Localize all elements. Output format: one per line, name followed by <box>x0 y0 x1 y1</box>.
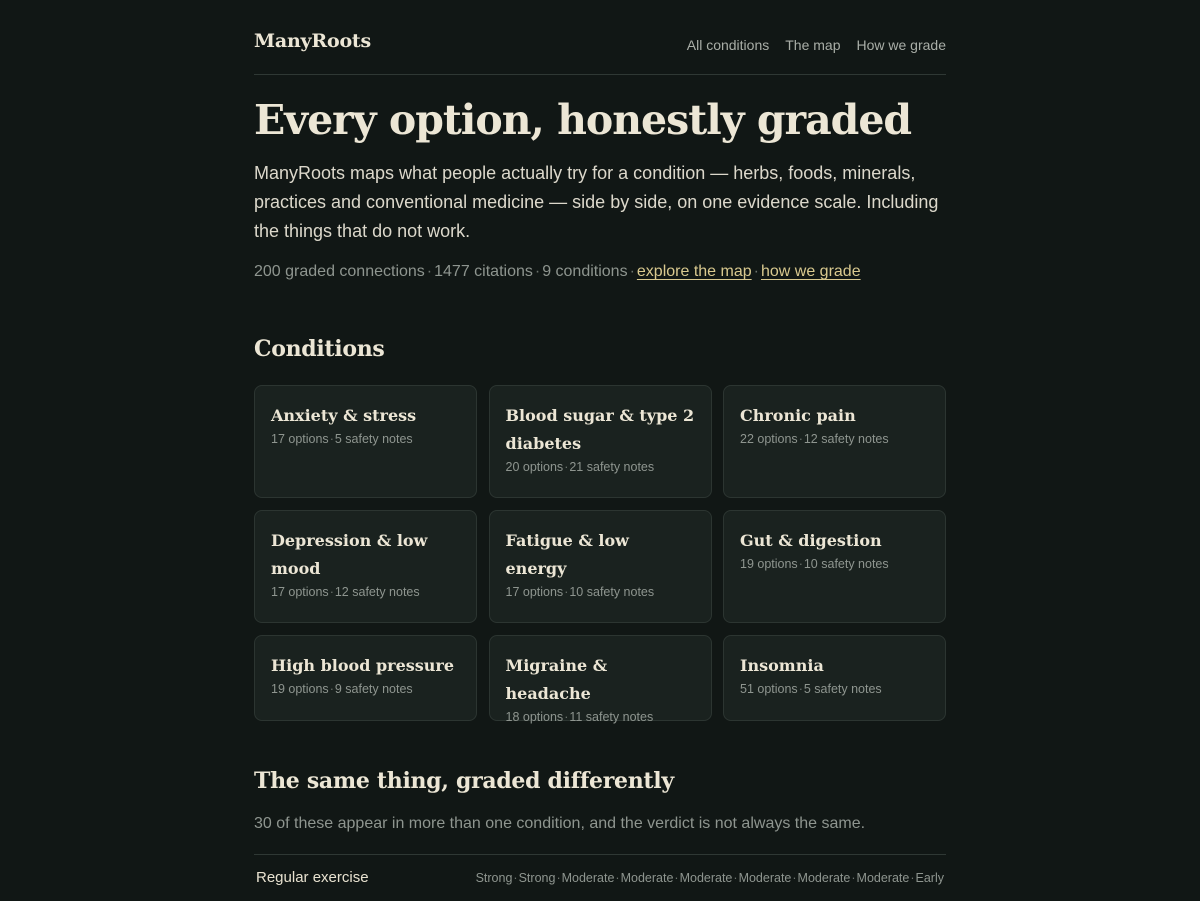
condition-meta <box>271 585 460 599</box>
site-header <box>254 0 946 75</box>
condition-card[interactable] <box>723 385 946 498</box>
condition-meta <box>271 432 460 446</box>
safety-notes-count: 9 safety notes <box>334 682 413 696</box>
safety-notes-count: 21 safety notes <box>569 460 655 474</box>
options-count: 17 options <box>505 585 564 599</box>
condition-meta <box>740 557 929 571</box>
safety-notes-count: 10 safety notes <box>803 557 889 571</box>
nav-all-conditions[interactable]: All conditions <box>686 37 770 53</box>
grade-label: Moderate <box>797 871 851 885</box>
condition-meta <box>506 460 695 474</box>
hero-lead: ManyRoots maps what people actually try for a condition — herbs, foods, minerals, practices and conventional medicine — side by side, on one evidence scale. Including the things that do not work. <box>254 163 939 241</box>
separator: · <box>792 871 797 885</box>
grade-label: Early <box>915 871 944 885</box>
condition-card[interactable] <box>489 635 712 724</box>
separator: · <box>674 871 679 885</box>
grade-label: Moderate <box>738 871 792 885</box>
safety-notes-count: 5 safety notes <box>803 682 882 696</box>
condition-name: Insomnia <box>740 656 824 675</box>
grade-label: Moderate <box>679 871 733 885</box>
separator: · <box>329 682 334 696</box>
grade-label: Moderate <box>561 871 615 885</box>
condition-card[interactable] <box>254 635 477 721</box>
graded-subtitle: 30 of these appear in more than one condition, and the verdict is not always the same. <box>254 815 866 832</box>
stat-citations: 1477 citations <box>434 263 533 280</box>
separator: · <box>426 263 433 280</box>
condition-name: Chronic pain <box>740 406 856 425</box>
separator: · <box>798 682 803 696</box>
stat-conditions: 9 conditions <box>542 263 628 280</box>
condition-meta <box>740 682 929 696</box>
conditions-heading: Conditions <box>254 336 385 362</box>
options-count: 51 options <box>740 682 798 696</box>
comparison-row[interactable] <box>254 854 946 901</box>
separator: · <box>564 585 569 599</box>
separator: · <box>753 263 759 280</box>
safety-notes-count: 5 safety notes <box>334 432 413 446</box>
grade-label: Strong <box>518 871 556 885</box>
options-count: 17 options <box>271 432 329 446</box>
comparison-row-name: Regular exercise <box>256 869 369 886</box>
separator: · <box>556 871 561 885</box>
condition-name: Migraine & headache <box>505 656 608 703</box>
grade-label: Moderate <box>620 871 674 885</box>
main-nav <box>687 37 946 53</box>
separator: · <box>615 871 620 885</box>
conditions-grid <box>254 385 946 724</box>
separator: · <box>910 871 915 885</box>
separator: · <box>798 557 803 571</box>
safety-notes-count: 10 safety notes <box>569 585 655 599</box>
page <box>254 0 946 886</box>
stats-line <box>254 263 861 281</box>
stat-connections: 200 graded connections <box>254 263 425 280</box>
condition-meta <box>271 682 460 696</box>
comparison-row-grades <box>476 871 944 885</box>
how-we-grade-link[interactable]: how we grade <box>760 263 861 280</box>
options-count: 18 options <box>505 710 564 724</box>
separator: · <box>534 263 541 280</box>
grade-label: Moderate <box>856 871 910 885</box>
condition-meta <box>740 432 929 446</box>
safety-notes-count: 11 safety notes <box>569 710 654 724</box>
condition-name: High blood pressure <box>271 656 455 675</box>
condition-card[interactable] <box>254 385 477 498</box>
condition-name: Blood sugar & type 2 diabetes <box>505 406 695 453</box>
hero-title: Every option, honestly graded <box>254 96 912 144</box>
separator: · <box>564 710 569 724</box>
options-count: 22 options <box>740 432 798 446</box>
condition-card[interactable] <box>254 510 477 623</box>
separator: · <box>851 871 856 885</box>
separator: · <box>798 432 803 446</box>
condition-meta <box>506 585 695 599</box>
condition-card[interactable] <box>489 385 712 498</box>
options-count: 17 options <box>271 585 329 599</box>
condition-meta <box>506 710 695 724</box>
condition-name: Depression & low mood <box>271 531 428 578</box>
condition-name: Fatigue & low energy <box>505 531 629 578</box>
separator: · <box>329 585 334 599</box>
nav-how-we-grade[interactable]: How we grade <box>856 37 946 53</box>
nav-the-map[interactable]: The map <box>785 37 841 53</box>
separator: · <box>329 432 334 446</box>
explore-map-link[interactable]: explore the map <box>636 263 752 280</box>
condition-card[interactable] <box>723 510 946 623</box>
safety-notes-count: 12 safety notes <box>334 585 420 599</box>
options-count: 19 options <box>271 682 329 696</box>
separator: · <box>733 871 738 885</box>
grade-label: Strong <box>475 871 513 885</box>
separator: · <box>629 263 635 280</box>
options-count: 20 options <box>505 460 564 474</box>
brand-logo[interactable]: ManyRoots <box>254 30 372 52</box>
condition-name: Anxiety & stress <box>271 406 417 425</box>
options-count: 19 options <box>740 557 798 571</box>
condition-name: Gut & digestion <box>740 531 882 550</box>
separator: · <box>513 871 518 885</box>
safety-notes-count: 12 safety notes <box>803 432 889 446</box>
graded-heading: The same thing, graded differently <box>254 768 674 794</box>
separator: · <box>564 460 569 474</box>
condition-card[interactable] <box>489 510 712 623</box>
condition-card[interactable] <box>723 635 946 721</box>
